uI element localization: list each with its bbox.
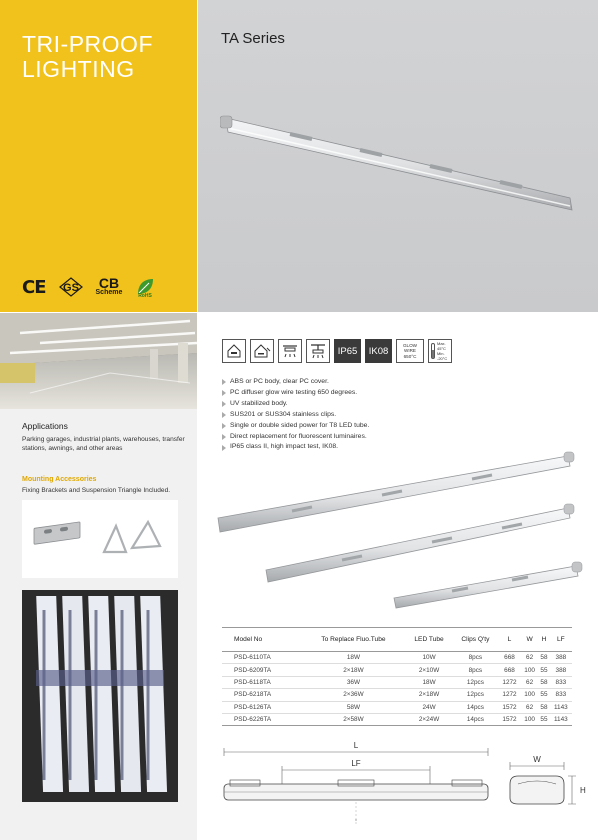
thermometer-icon: [431, 343, 435, 359]
accessories-text: Fixing Brackets and Suspension Triangle Included.: [22, 487, 171, 494]
cb-sub-label: Scheme: [95, 289, 123, 296]
feature-item: IP65 class II, high impact test, IK08.: [222, 442, 369, 453]
cell: 12pcs: [453, 676, 498, 688]
cell: 1272: [498, 676, 521, 688]
feature-list: [222, 377, 369, 453]
temp-max-label: Max.: [437, 341, 446, 346]
cb-scheme-icon: [96, 277, 123, 297]
indoor-outdoor-icon: [250, 339, 274, 363]
glow-wire-badge: [396, 339, 424, 363]
cell: 18W: [302, 652, 406, 664]
title-line-1: TRI-PROOF: [22, 31, 153, 57]
cb-label: CB: [98, 275, 120, 291]
cell: 8pcs: [453, 652, 498, 664]
col-lf: LF: [550, 628, 572, 652]
feature-item: PC diffuser glow wire testing 650 degrees.: [222, 388, 369, 399]
temp-max-value: 45°C: [437, 346, 446, 351]
title-line-2: LIGHTING: [22, 56, 135, 82]
cell: 388: [550, 652, 572, 664]
cell: 388: [550, 664, 572, 676]
cell: 36W: [302, 676, 406, 688]
cell: PSD-6226TA: [222, 713, 302, 725]
product-hero-panel: [198, 0, 598, 312]
rohs-leaf-icon: [134, 276, 156, 298]
cell: 833: [550, 676, 572, 688]
page-title: [22, 32, 192, 82]
led-tube-inside-image: [22, 590, 178, 802]
feature-item: Direct replacement for fluorescent luminaires.: [222, 432, 369, 443]
cell: 55: [538, 713, 549, 725]
accessories-title: Mounting Accessories: [22, 476, 97, 483]
table-header-row: [222, 628, 572, 652]
specification-table: [222, 627, 572, 726]
col-length: L: [498, 628, 521, 652]
temperature-range-badge: [428, 339, 452, 363]
dimension-drawing: [218, 738, 588, 830]
cell: 1572: [498, 701, 521, 713]
table-row: [222, 713, 572, 725]
cell: 1143: [550, 713, 572, 725]
applications-text: Parking garages, industrial plants, warehouses, transfer stations, awnings, and other areas: [22, 436, 185, 452]
cell: PSD-6110TA: [222, 652, 302, 664]
cell: PSD-6218TA: [222, 689, 302, 701]
label-h: H: [580, 786, 586, 795]
parking-garage-photo: [0, 313, 197, 409]
cell: 55: [538, 664, 549, 676]
label-lf: LF: [351, 759, 361, 768]
ik08-badge: IK08: [365, 339, 392, 363]
glow-wire-line-2: WIRE: [404, 348, 416, 354]
col-replace: To Replace Fluo.Tube: [302, 628, 406, 652]
col-led-tube: LED Tube: [405, 628, 452, 652]
cell: 1272: [498, 689, 521, 701]
cell: 14pcs: [453, 713, 498, 725]
cell: 100: [521, 689, 538, 701]
fixture-medium: [266, 504, 574, 582]
hero-fixture-image: [220, 110, 578, 220]
suspension-mount-icon: [306, 339, 330, 363]
cell: 668: [498, 652, 521, 664]
cell: 62: [521, 676, 538, 688]
temp-min-label: Min.: [437, 351, 445, 356]
cell: 24W: [405, 701, 452, 713]
rohs-label: RoHS: [138, 293, 153, 298]
label-l: L: [353, 741, 359, 750]
cell: 2×18W: [405, 689, 452, 701]
cell: 12pcs: [453, 689, 498, 701]
col-model: Model No: [222, 628, 302, 652]
table-row: [222, 689, 572, 701]
mounting-accessories-image: [22, 500, 178, 578]
fixture-size-variants-image: [212, 448, 592, 613]
feature-item: ABS or PC body, clear PC cover.: [222, 377, 369, 388]
cell: 833: [550, 689, 572, 701]
feature-item: Single or double sided power for T8 LED tube.: [222, 421, 369, 432]
cell: 62: [521, 701, 538, 713]
cell: PSD-6126TA: [222, 701, 302, 713]
cell: 14pcs: [453, 701, 498, 713]
cell: 18W: [405, 676, 452, 688]
cell: 58: [538, 652, 549, 664]
cell: 2×36W: [302, 689, 406, 701]
cell: 2×58W: [302, 713, 406, 725]
feature-item: UV stabilized body.: [222, 399, 369, 410]
cell: 55: [538, 689, 549, 701]
table-row: [222, 664, 572, 676]
cell: 8pcs: [453, 664, 498, 676]
gs-mark-icon: [58, 276, 84, 298]
cell: 58W: [302, 701, 406, 713]
cell: 62: [521, 652, 538, 664]
cell: PSD-6118TA: [222, 676, 302, 688]
fixture-small: [394, 562, 582, 608]
cell: 100: [521, 713, 538, 725]
cell: 2×24W: [405, 713, 452, 725]
cell: 2×18W: [302, 664, 406, 676]
applications-title: Applications: [22, 421, 68, 431]
ip65-badge: IP65: [334, 339, 361, 363]
temp-min-value: -20°C: [437, 356, 448, 361]
cell: 58: [538, 676, 549, 688]
gs-mark-label: GS: [62, 282, 79, 294]
col-height: H: [538, 628, 549, 652]
series-title: TA Series: [221, 30, 285, 47]
cell: 668: [498, 664, 521, 676]
cell: 1572: [498, 713, 521, 725]
glow-wire-line-1: GLOW: [402, 342, 418, 348]
feature-item: SUS201 or SUS304 stainless clips.: [222, 410, 369, 421]
glow-wire-line-3: 650°C: [403, 353, 417, 359]
col-width: W: [521, 628, 538, 652]
ceiling-mount-icon: [278, 339, 302, 363]
certification-logos: [22, 276, 156, 298]
ce-mark-icon: CE: [22, 276, 46, 298]
cell: 58: [538, 701, 549, 713]
cell: 2×10W: [405, 664, 452, 676]
feature-badges: [222, 339, 452, 363]
cell: 10W: [405, 652, 452, 664]
table-row: [222, 652, 572, 664]
surface-mount-icon: [222, 339, 246, 363]
cell: PSD-6209TA: [222, 664, 302, 676]
col-clips: Clips Q'ty: [453, 628, 498, 652]
cell: 1143: [550, 701, 572, 713]
table-row: [222, 701, 572, 713]
table-row: [222, 676, 572, 688]
label-w: W: [533, 755, 541, 764]
cell: 100: [521, 664, 538, 676]
